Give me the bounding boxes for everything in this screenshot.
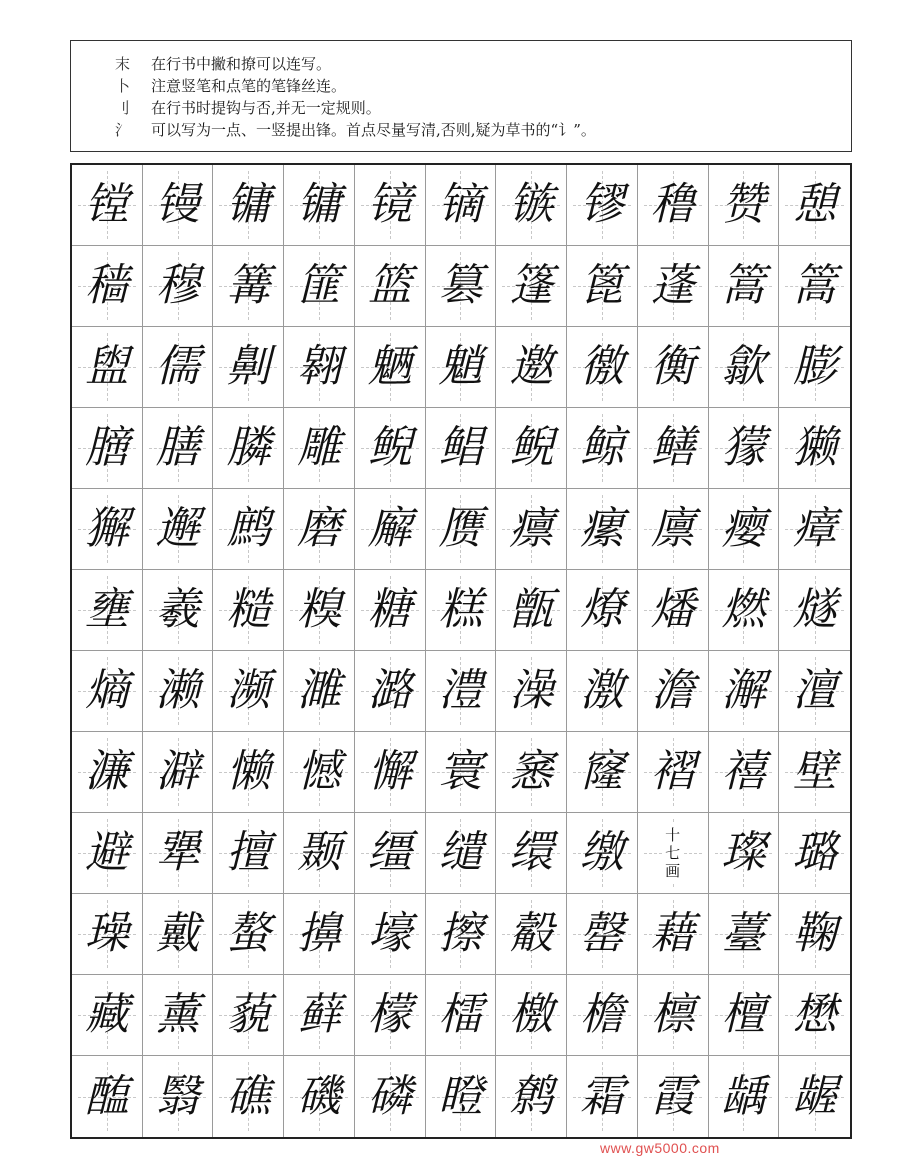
calligraphy-character: 穆: [155, 260, 200, 311]
grid-cell: [496, 570, 567, 651]
grid-cell: [779, 651, 850, 732]
calligraphy-character: 劓: [226, 341, 271, 392]
watermark: www.gw5000.com: [600, 1140, 720, 1156]
note-label: 末: [115, 55, 131, 73]
grid-cell: [355, 408, 426, 489]
grid-cell: [72, 570, 143, 651]
notes-box: [70, 40, 852, 152]
grid-cell: [72, 975, 143, 1056]
calligraphy-character: 燧: [792, 584, 837, 635]
calligraphy-character: 薹: [721, 908, 766, 959]
calligraphy-character: 澡: [509, 665, 554, 716]
grid-cell: [213, 570, 284, 651]
note-text: 在行书时提钩与否,并无一定规则。: [151, 99, 381, 117]
grid-cell: [143, 165, 214, 246]
calligraphy-character: 穞: [650, 179, 695, 230]
calligraphy-character: 獭: [792, 422, 837, 473]
grid-cell: [284, 489, 355, 570]
grid-cell: [284, 651, 355, 732]
grid-cell: [567, 489, 638, 570]
grid-cell: [213, 327, 284, 408]
note-row: [115, 75, 851, 97]
calligraphy-character: 懒: [226, 746, 271, 797]
note-text: 注意竖笔和点笔的笔锋丝连。: [151, 77, 347, 95]
grid-cell: [638, 165, 709, 246]
calligraphy-character: 邂: [155, 503, 200, 554]
grid-cell: [779, 408, 850, 489]
calligraphy-character: 邀: [509, 341, 554, 392]
grid-cell: [143, 975, 214, 1056]
calligraphy-character: 糗: [297, 584, 342, 635]
calligraphy-character: 擦: [438, 908, 483, 959]
grid-cell: [284, 327, 355, 408]
calligraphy-character: 廨: [367, 503, 412, 554]
calligraphy-character: 儒: [155, 341, 200, 392]
calligraphy-character: 瘴: [792, 503, 837, 554]
calligraphy-character: 魈: [438, 341, 483, 392]
calligraphy-character: 擤: [297, 908, 342, 959]
calligraphy-character: 瘿: [721, 503, 766, 554]
calligraphy-character: 瘰: [579, 503, 624, 554]
calligraphy-character: 霞: [650, 1070, 695, 1122]
grid-cell: [779, 813, 850, 894]
grid-cell: [213, 894, 284, 975]
calligraphy-character: 潞: [367, 665, 412, 716]
calligraphy-character: 鹧: [226, 503, 271, 554]
grid-cell: [355, 1056, 426, 1137]
calligraphy-character: 镘: [155, 179, 200, 230]
grid-cell: [709, 327, 780, 408]
calligraphy-character: 濒: [226, 665, 271, 716]
grid-cell: [567, 894, 638, 975]
calligraphy-character: 翳: [155, 1070, 200, 1122]
calligraphy-character: 檐: [579, 989, 624, 1040]
grid-cell: [567, 975, 638, 1056]
calligraphy-character: 镛: [297, 179, 342, 230]
calligraphy-character: 歙: [721, 341, 766, 392]
grid-cell: [567, 570, 638, 651]
calligraphy-character: 懋: [792, 989, 837, 1040]
grid-cell: [143, 651, 214, 732]
calligraphy-character: 龌: [792, 1070, 837, 1122]
calligraphy-character: 甑: [509, 584, 554, 635]
grid-cell: [213, 489, 284, 570]
calligraphy-character: 檀: [721, 989, 766, 1040]
calligraphy-character: 觳: [509, 908, 554, 959]
calligraphy-character: 燔: [650, 584, 695, 635]
calligraphy-character: 镝: [438, 179, 483, 230]
calligraphy-character: 濂: [84, 746, 129, 797]
grid-cell: [72, 165, 143, 246]
grid-cell: [779, 246, 850, 327]
grid-cell: [567, 408, 638, 489]
calligraphy-character: 窿: [579, 746, 624, 797]
grid-cell: [709, 813, 780, 894]
grid-cell: [284, 813, 355, 894]
grid-cell: [143, 246, 214, 327]
calligraphy-character: 檄: [509, 989, 554, 1040]
grid-cell: [72, 246, 143, 327]
calligraphy-character: 擅: [226, 827, 271, 878]
calligraphy-character: 篚: [297, 260, 342, 311]
grid-cell: [638, 570, 709, 651]
section-marker-char: 画: [665, 862, 681, 880]
calligraphy-character: 篷: [509, 260, 554, 311]
grid-cell: [213, 1056, 284, 1137]
note-label: 刂: [115, 99, 131, 117]
note-text: 在行书中撇和撩可以连写。: [151, 55, 332, 73]
grid-cell: [143, 489, 214, 570]
grid-cell: [426, 246, 497, 327]
calligraphy-character: 镜: [367, 179, 412, 230]
grid-cell: [496, 246, 567, 327]
calligraphy-character: 礁: [226, 1070, 271, 1122]
grid-cell: [355, 246, 426, 327]
grid-cell: [567, 813, 638, 894]
calligraphy-character: 缳: [509, 827, 554, 878]
grid-cell: [355, 489, 426, 570]
grid-cell: [709, 1056, 780, 1137]
grid-cell: [426, 570, 497, 651]
calligraphy-character: 澶: [792, 665, 837, 716]
calligraphy-character: 藐: [226, 989, 271, 1040]
grid-cell: [638, 813, 709, 894]
calligraphy-character: 衡: [650, 341, 695, 392]
grid-cell: [426, 489, 497, 570]
note-row: [115, 97, 851, 119]
calligraphy-character: 罄: [579, 908, 624, 959]
grid-cell: [355, 894, 426, 975]
calligraphy-character: 篦: [579, 260, 624, 311]
grid-cell: [72, 813, 143, 894]
grid-cell: [779, 894, 850, 975]
grid-cell: [426, 732, 497, 813]
grid-cell: [213, 732, 284, 813]
calligraphy-character: 壁: [792, 746, 837, 797]
grid-cell: [779, 975, 850, 1056]
grid-cell: [426, 1056, 497, 1137]
calligraphy-character: 檬: [367, 989, 412, 1040]
grid-cell: [567, 732, 638, 813]
grid-cell: [284, 246, 355, 327]
grid-cell: [567, 246, 638, 327]
calligraphy-character: 镛: [226, 179, 271, 230]
calligraphy-character: 醢: [84, 1070, 129, 1122]
calligraphy-character: 犟: [155, 827, 200, 878]
note-text: 可以写为一点、一竖提出锋。首点尽量写清,否则,疑为草书的“讠”。: [151, 121, 596, 139]
grid-cell: [213, 165, 284, 246]
grid-cell: [638, 894, 709, 975]
calligraphy-character: 癝: [509, 503, 554, 554]
grid-cell: [779, 165, 850, 246]
calligraphy-character: 檩: [650, 989, 695, 1040]
grid-cell: [709, 894, 780, 975]
note-label: 卜: [115, 77, 131, 95]
grid-cell: [213, 651, 284, 732]
section-marker-char: 十: [665, 826, 681, 844]
grid-cell: [496, 165, 567, 246]
grid-cell: [355, 732, 426, 813]
note-row: [115, 53, 851, 75]
grid-cell: [143, 1056, 214, 1137]
grid-cell: [638, 489, 709, 570]
grid-cell: [355, 327, 426, 408]
calligraphy-character: 瞪: [438, 1070, 483, 1122]
calligraphy-character: 壕: [367, 908, 412, 959]
calligraphy-character: 镠: [579, 179, 624, 230]
calligraphy-character: 穑: [84, 260, 129, 311]
calligraphy-character: 避: [84, 827, 129, 878]
character-grid: [70, 163, 852, 1139]
calligraphy-character: 霜: [579, 1070, 624, 1122]
grid-cell: [72, 732, 143, 813]
calligraphy-character: 濉: [297, 665, 342, 716]
grid-cell: [143, 813, 214, 894]
grid-cell: [779, 732, 850, 813]
grid-cell: [779, 570, 850, 651]
calligraphy-character: 蓬: [650, 260, 695, 311]
calligraphy-character: 缱: [438, 827, 483, 878]
grid-cell: [567, 327, 638, 408]
grid-cell: [779, 489, 850, 570]
grid-cell: [709, 975, 780, 1056]
calligraphy-character: 廪: [650, 503, 695, 554]
calligraphy-character: 鞠: [792, 908, 837, 959]
grid-cell: [143, 894, 214, 975]
grid-cell: [709, 246, 780, 327]
grid-cell: [496, 894, 567, 975]
grid-cell: [426, 408, 497, 489]
grid-cell: [496, 651, 567, 732]
grid-cell: [143, 732, 214, 813]
calligraphy-character: 磨: [297, 503, 342, 554]
grid-cell: [638, 327, 709, 408]
character-grid-cells: [72, 165, 850, 1137]
section-marker-char: 七: [665, 844, 681, 862]
calligraphy-character: 缴: [579, 827, 624, 878]
grid-cell: [496, 813, 567, 894]
calligraphy-character: 篙: [792, 260, 837, 311]
calligraphy-character: 膨: [792, 341, 837, 392]
calligraphy-character: 璐: [792, 827, 837, 878]
grid-cell: [638, 1056, 709, 1137]
calligraphy-character: 燃: [721, 584, 766, 635]
grid-cell: [638, 732, 709, 813]
grid-cell: [496, 327, 567, 408]
grid-cell: [355, 813, 426, 894]
grid-cell: [355, 975, 426, 1056]
grid-cell: [72, 894, 143, 975]
calligraphy-character: 糙: [226, 584, 271, 635]
grid-cell: [496, 408, 567, 489]
calligraphy-character: 獬: [84, 503, 129, 554]
grid-cell: [709, 165, 780, 246]
calligraphy-character: 窸: [509, 746, 554, 797]
grid-cell: [496, 1056, 567, 1137]
grid-cell: [709, 489, 780, 570]
calligraphy-character: 膦: [226, 422, 271, 473]
calligraphy-character: 澼: [155, 746, 200, 797]
grid-cell: [426, 327, 497, 408]
grid-cell: [779, 1056, 850, 1137]
grid-cell: [284, 1056, 355, 1137]
calligraphy-character: 鲵: [367, 422, 412, 473]
calligraphy-character: 璪: [84, 908, 129, 959]
grid-cell: [143, 570, 214, 651]
grid-cell: [567, 1056, 638, 1137]
calligraphy-character: 壅: [84, 584, 129, 635]
calligraphy-character: 魉: [367, 341, 412, 392]
calligraphy-character: 糕: [438, 584, 483, 635]
calligraphy-character: 獴: [721, 422, 766, 473]
grid-cell: [213, 246, 284, 327]
grid-cell: [284, 975, 355, 1056]
calligraphy-character: 鹩: [509, 1070, 554, 1122]
calligraphy-character: 藉: [650, 908, 695, 959]
grid-cell: [72, 489, 143, 570]
calligraphy-character: 薰: [155, 989, 200, 1040]
grid-cell: [284, 570, 355, 651]
calligraphy-character: 篙: [721, 260, 766, 311]
grid-cell: [496, 489, 567, 570]
grid-cell: [496, 732, 567, 813]
grid-cell: [638, 246, 709, 327]
calligraphy-character: 羲: [155, 584, 200, 635]
calligraphy-character: 濑: [155, 665, 200, 716]
calligraphy-character: 禧: [721, 746, 766, 797]
calligraphy-character: 璨: [721, 827, 766, 878]
calligraphy-character: 憾: [297, 746, 342, 797]
grid-cell: [72, 1056, 143, 1137]
grid-cell: [567, 165, 638, 246]
grid-cell: [213, 813, 284, 894]
grid-cell: [709, 570, 780, 651]
calligraphy-character: 藓: [297, 989, 342, 1040]
grid-cell: [638, 408, 709, 489]
calligraphy-character: 澹: [650, 665, 695, 716]
grid-cell: [284, 408, 355, 489]
grid-cell: [426, 813, 497, 894]
grid-cell: [355, 651, 426, 732]
grid-cell: [426, 975, 497, 1056]
grid-cell: [426, 894, 497, 975]
grid-cell: [355, 165, 426, 246]
calligraphy-character: 澧: [438, 665, 483, 716]
note-label: 氵: [115, 121, 131, 139]
grid-cell: [426, 651, 497, 732]
note-row: [115, 119, 851, 141]
calligraphy-character: 鲸: [579, 422, 624, 473]
calligraphy-character: 盥: [84, 341, 129, 392]
grid-cell: [709, 408, 780, 489]
calligraphy-character: 鲳: [438, 422, 483, 473]
grid-cell: [426, 165, 497, 246]
calligraphy-character: 檑: [438, 989, 483, 1040]
calligraphy-character: 磯: [297, 1070, 342, 1122]
calligraphy-character: 徼: [579, 341, 624, 392]
calligraphy-character: 雕: [297, 422, 342, 473]
grid-cell: [72, 651, 143, 732]
grid-cell: [284, 165, 355, 246]
grid-cell: [284, 894, 355, 975]
calligraphy-character: 藏: [84, 989, 129, 1040]
calligraphy-character: 膳: [155, 422, 200, 473]
grid-cell: [143, 327, 214, 408]
calligraphy-character: 颞: [297, 827, 342, 878]
calligraphy-character: 糖: [367, 584, 412, 635]
calligraphy-character: 龋: [721, 1070, 766, 1122]
calligraphy-character: 憩: [792, 179, 837, 230]
calligraphy-character: 戴: [155, 908, 200, 959]
grid-cell: [779, 327, 850, 408]
calligraphy-character: 螯: [226, 908, 271, 959]
calligraphy-character: 赝: [438, 503, 483, 554]
grid-cell: [638, 975, 709, 1056]
grid-cell: [143, 408, 214, 489]
calligraphy-character: 镞: [509, 179, 554, 230]
calligraphy-character: 篝: [226, 260, 271, 311]
calligraphy-character: 赞: [721, 179, 766, 230]
calligraphy-character: 篡: [438, 260, 483, 311]
grid-cell: [496, 975, 567, 1056]
grid-cell: [213, 975, 284, 1056]
grid-cell: [284, 732, 355, 813]
grid-cell: [567, 651, 638, 732]
grid-cell: [213, 408, 284, 489]
calligraphy-character: 磷: [367, 1070, 412, 1122]
calligraphy-character: 鲵: [509, 422, 554, 473]
grid-cell: [72, 327, 143, 408]
grid-cell: [638, 651, 709, 732]
calligraphy-character: 熵: [84, 665, 129, 716]
calligraphy-character: 褶: [650, 746, 695, 797]
calligraphy-character: 镗: [84, 179, 129, 230]
calligraphy-character: 篮: [367, 260, 412, 311]
section-marker-stroke-count: [662, 824, 683, 882]
grid-cell: [709, 732, 780, 813]
calligraphy-character: 燎: [579, 584, 624, 635]
grid-cell: [355, 570, 426, 651]
calligraphy-character: 鳝: [650, 422, 695, 473]
calligraphy-character: 懈: [367, 746, 412, 797]
grid-cell: [72, 408, 143, 489]
calligraphy-character: 澥: [721, 665, 766, 716]
calligraphy-character: 激: [579, 665, 624, 716]
calligraphy-character: 翱: [297, 341, 342, 392]
calligraphy-character: 膪: [84, 422, 129, 473]
calligraphy-character: 寰: [438, 746, 483, 797]
grid-cell: [709, 651, 780, 732]
calligraphy-character: 缰: [367, 827, 412, 878]
